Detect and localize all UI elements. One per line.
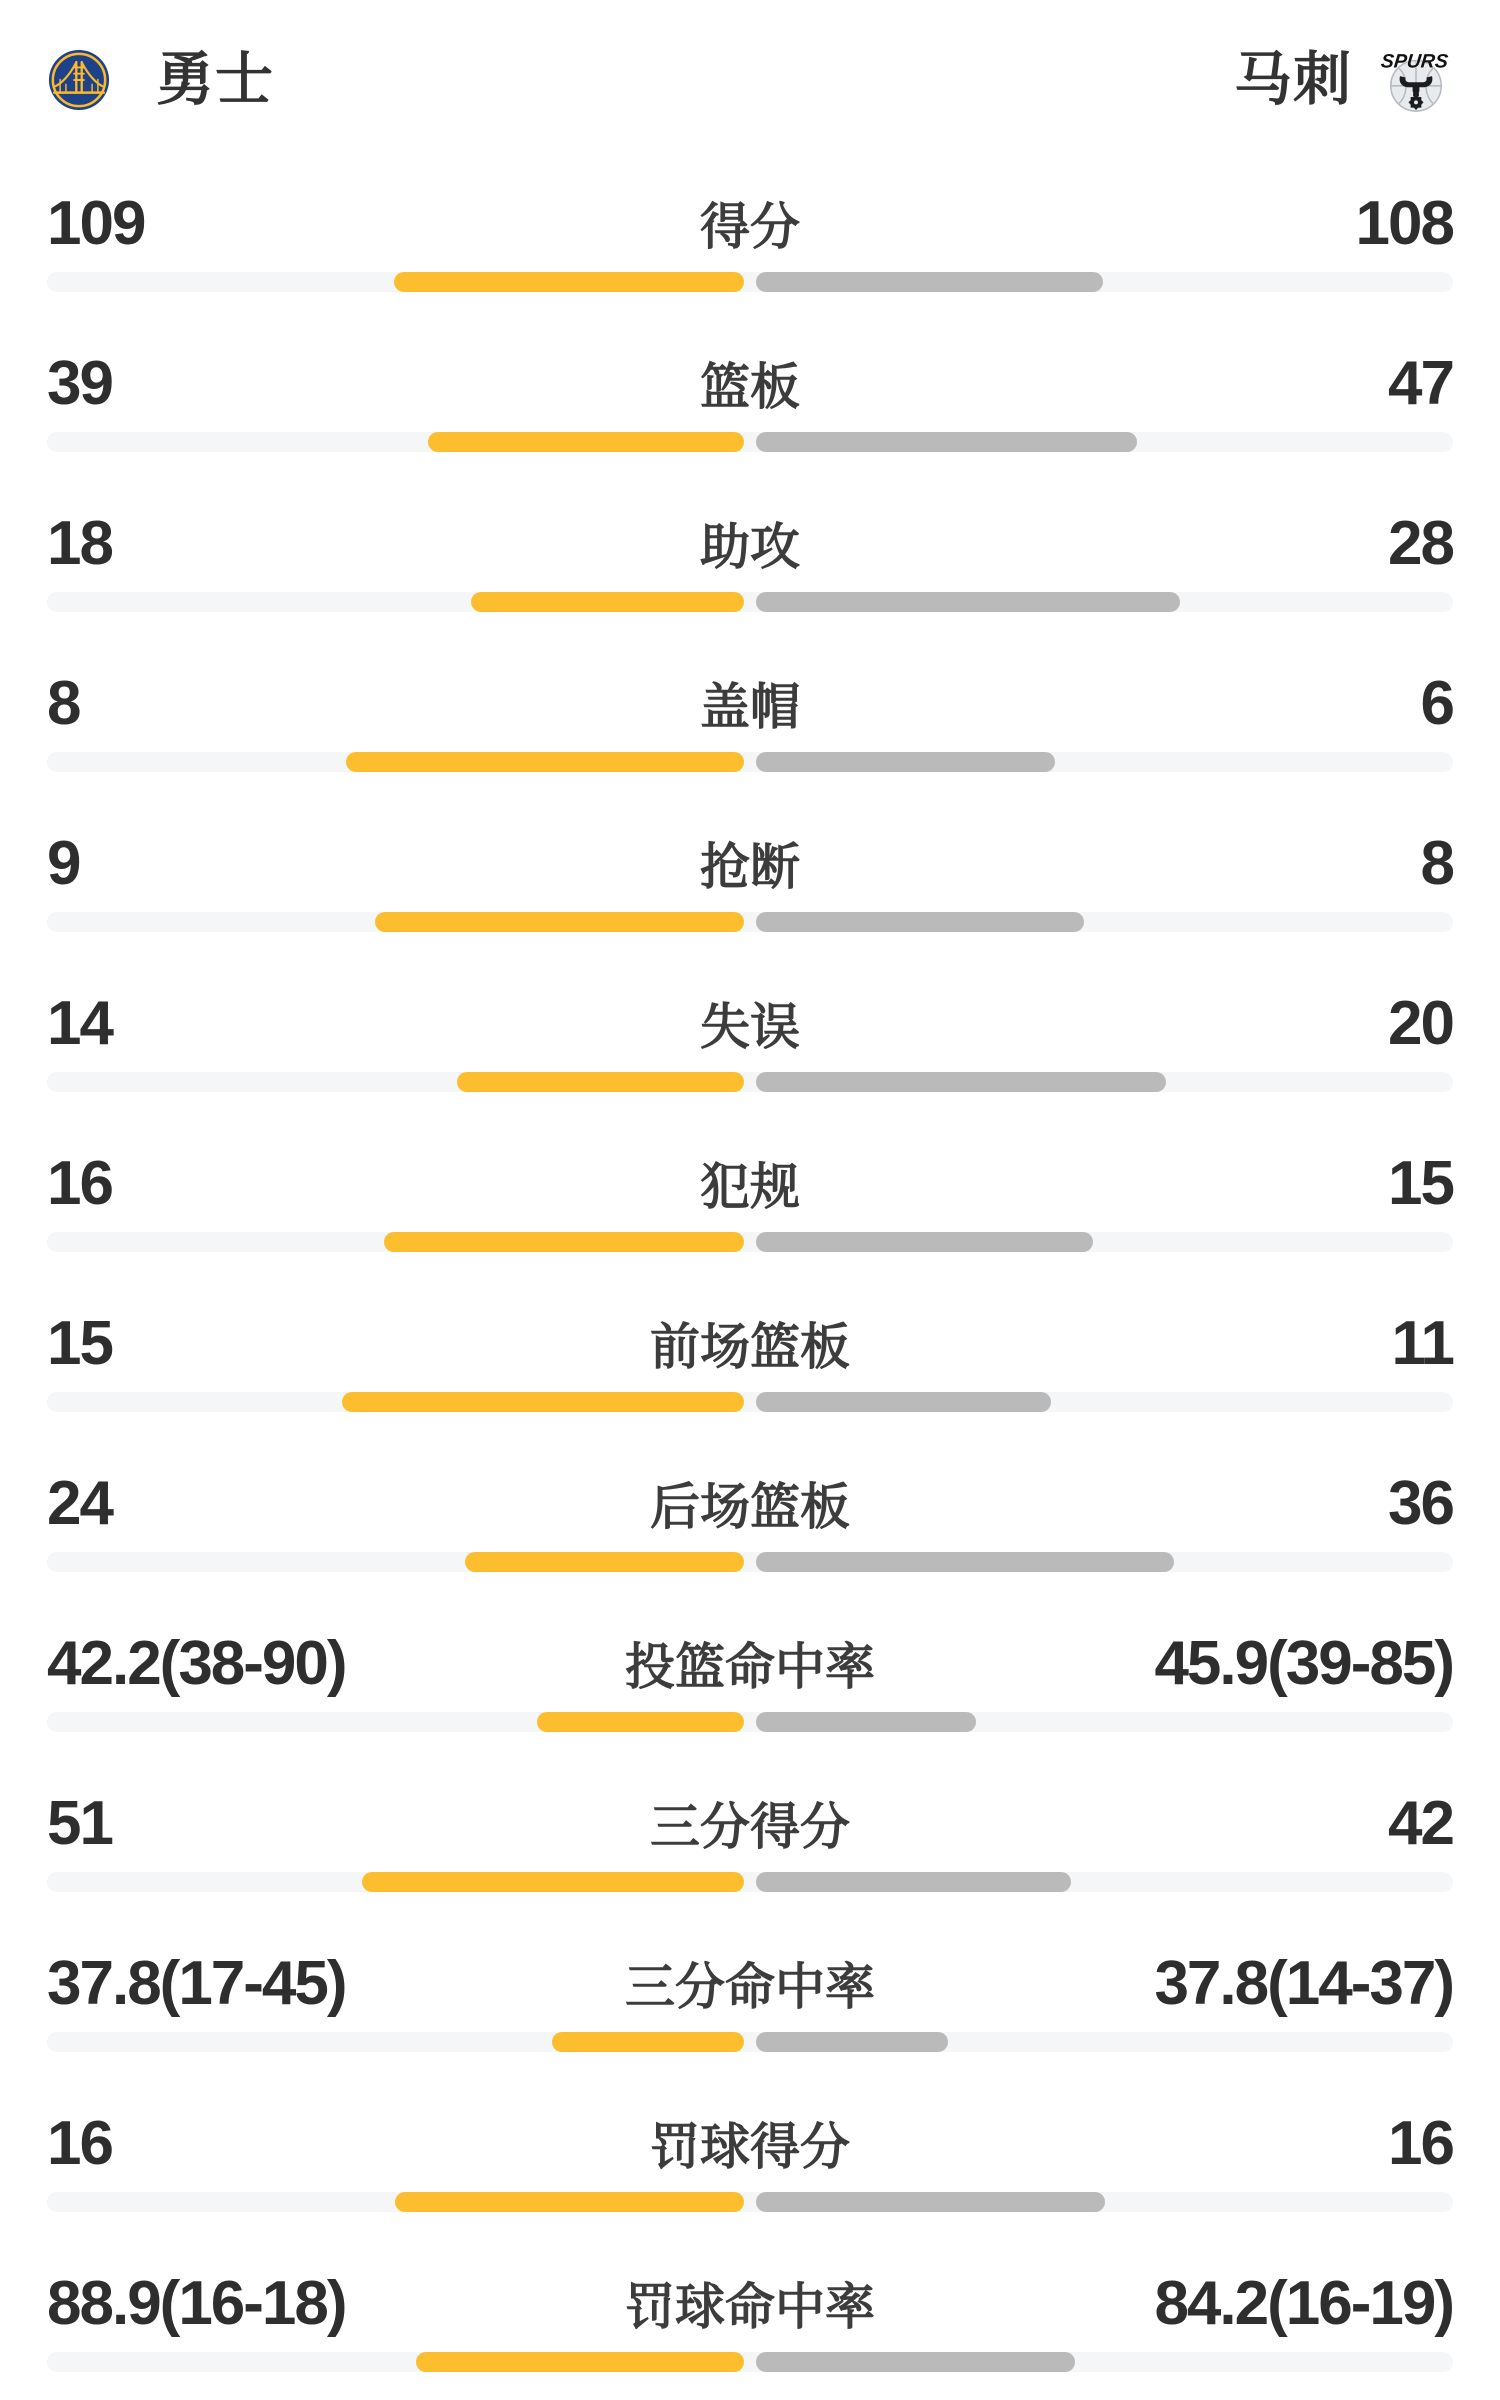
- stat-label: 三分得分: [650, 1799, 850, 1855]
- away-value: 42: [1388, 1789, 1453, 1858]
- home-team: [48, 49, 274, 111]
- away-bar: [756, 1072, 1166, 1092]
- away-value: 37.8(14-37): [1154, 1949, 1453, 2018]
- home-bar: [465, 1552, 744, 1572]
- stat-label: 三分命中率: [625, 1959, 875, 2015]
- spurs-wordmark: SPURS: [1380, 50, 1450, 73]
- home-value: 16: [47, 2109, 112, 2178]
- away-bar: [756, 912, 1084, 932]
- stat-line: [47, 828, 1453, 899]
- stat-line: [47, 2108, 1453, 2179]
- stat-line: [47, 1788, 1453, 1859]
- bar-track: [47, 912, 1453, 932]
- stat-row: [0, 460, 1500, 620]
- stat-line: [47, 188, 1453, 259]
- home-bar: [384, 1232, 744, 1252]
- stat-row: [0, 1100, 1500, 1260]
- home-value: 15: [47, 1309, 112, 1378]
- home-bar: [416, 2352, 744, 2372]
- stat-row: [0, 940, 1500, 1100]
- stat-label: 犯规: [700, 1159, 800, 1215]
- bar-track: [47, 592, 1453, 612]
- home-bar: [342, 1392, 744, 1412]
- spurs-logo: [1380, 47, 1452, 113]
- stat-row: [0, 2060, 1500, 2220]
- home-value: 42.2(38-90): [47, 1629, 346, 1698]
- away-bar: [756, 592, 1180, 612]
- away-value: 6: [1420, 669, 1453, 738]
- away-bar: [756, 2352, 1075, 2372]
- home-bar: [346, 752, 744, 772]
- home-bar: [552, 2032, 744, 2052]
- away-value: 45.9(39-85): [1154, 1629, 1453, 1698]
- away-bar: [756, 1552, 1174, 1572]
- away-value: 84.2(16-19): [1154, 2269, 1453, 2338]
- home-value: 14: [47, 989, 112, 1058]
- stat-row: [0, 620, 1500, 780]
- home-value: 39: [47, 349, 112, 418]
- home-bar: [394, 272, 744, 292]
- stats-list: [0, 140, 1500, 2380]
- stat-line: [47, 988, 1453, 1059]
- home-bar: [537, 1712, 744, 1732]
- stat-row: [0, 300, 1500, 460]
- away-bar: [756, 2192, 1105, 2212]
- home-bar: [457, 1072, 744, 1092]
- stat-label: 失误: [700, 999, 800, 1055]
- stat-row: [0, 140, 1500, 300]
- bar-track: [47, 1072, 1453, 1092]
- home-value: 18: [47, 509, 112, 578]
- home-value: 109: [47, 189, 145, 258]
- away-value: 16: [1388, 2109, 1453, 2178]
- away-value: 28: [1388, 509, 1453, 578]
- bar-track: [47, 2192, 1453, 2212]
- bar-track: [47, 2352, 1453, 2372]
- away-value: 20: [1388, 989, 1453, 1058]
- stat-line: [47, 508, 1453, 579]
- bar-track: [47, 1392, 1453, 1412]
- home-value: 88.9(16-18): [47, 2269, 346, 2338]
- away-value: 108: [1355, 189, 1453, 258]
- away-value: 47: [1388, 349, 1453, 418]
- stat-row: [0, 1580, 1500, 1740]
- away-bar: [756, 272, 1103, 292]
- home-value: 24: [47, 1469, 112, 1538]
- away-bar: [756, 1872, 1071, 1892]
- away-bar: [756, 1712, 976, 1732]
- away-bar: [756, 752, 1055, 772]
- stat-line: [47, 1948, 1453, 2019]
- bar-track: [47, 2032, 1453, 2052]
- stat-label: 后场篮板: [650, 1479, 850, 1535]
- bar-track: [47, 1552, 1453, 1572]
- stat-row: [0, 1260, 1500, 1420]
- away-value: 36: [1388, 1469, 1453, 1538]
- stat-line: [47, 1148, 1453, 1219]
- stat-line: [47, 2268, 1453, 2339]
- stat-label: 盖帽: [700, 679, 800, 735]
- bar-track: [47, 1712, 1453, 1732]
- stat-label: 助攻: [700, 519, 800, 575]
- bar-track: [47, 1232, 1453, 1252]
- stat-label: 罚球得分: [650, 2119, 850, 2175]
- home-team-name: 勇士: [156, 47, 275, 112]
- stat-line: [47, 1308, 1453, 1379]
- scoreboard-header: [0, 0, 1500, 140]
- stat-line: [47, 1468, 1453, 1539]
- warriors-logo: [48, 49, 110, 111]
- away-bar: [756, 432, 1137, 452]
- stat-label: 篮板: [700, 359, 800, 415]
- stat-row: [0, 2220, 1500, 2380]
- stat-line: [47, 1628, 1453, 1699]
- stat-label: 罚球命中率: [625, 2279, 875, 2335]
- stat-row: [0, 780, 1500, 940]
- bar-track: [47, 272, 1453, 292]
- home-bar: [395, 2192, 744, 2212]
- home-value: 9: [47, 829, 80, 898]
- stat-row: [0, 1420, 1500, 1580]
- home-value: 8: [47, 669, 80, 738]
- home-bar: [428, 432, 744, 452]
- bar-track: [47, 1872, 1453, 1892]
- stat-row: [0, 1740, 1500, 1900]
- home-value: 16: [47, 1149, 112, 1218]
- away-value: 11: [1391, 1309, 1453, 1378]
- away-value: 15: [1388, 1149, 1453, 1218]
- away-value: 8: [1420, 829, 1453, 898]
- away-bar: [756, 1232, 1093, 1252]
- away-bar: [756, 2032, 948, 2052]
- home-value: 51: [47, 1789, 112, 1858]
- away-team: [1234, 47, 1452, 113]
- bar-track: [47, 432, 1453, 452]
- away-team-name: 马刺: [1233, 47, 1352, 112]
- stat-row: [0, 1900, 1500, 2060]
- bar-track: [47, 752, 1453, 772]
- stat-label: 得分: [700, 199, 800, 255]
- home-bar: [362, 1872, 744, 1892]
- stat-label: 投篮命中率: [625, 1639, 875, 1695]
- home-value: 37.8(17-45): [47, 1949, 346, 2018]
- away-bar: [756, 1392, 1051, 1412]
- stat-label: 抢断: [700, 839, 800, 895]
- stat-line: [47, 668, 1453, 739]
- stat-label: 前场篮板: [650, 1319, 850, 1375]
- home-bar: [471, 592, 744, 612]
- home-bar: [375, 912, 744, 932]
- stat-line: [47, 348, 1453, 419]
